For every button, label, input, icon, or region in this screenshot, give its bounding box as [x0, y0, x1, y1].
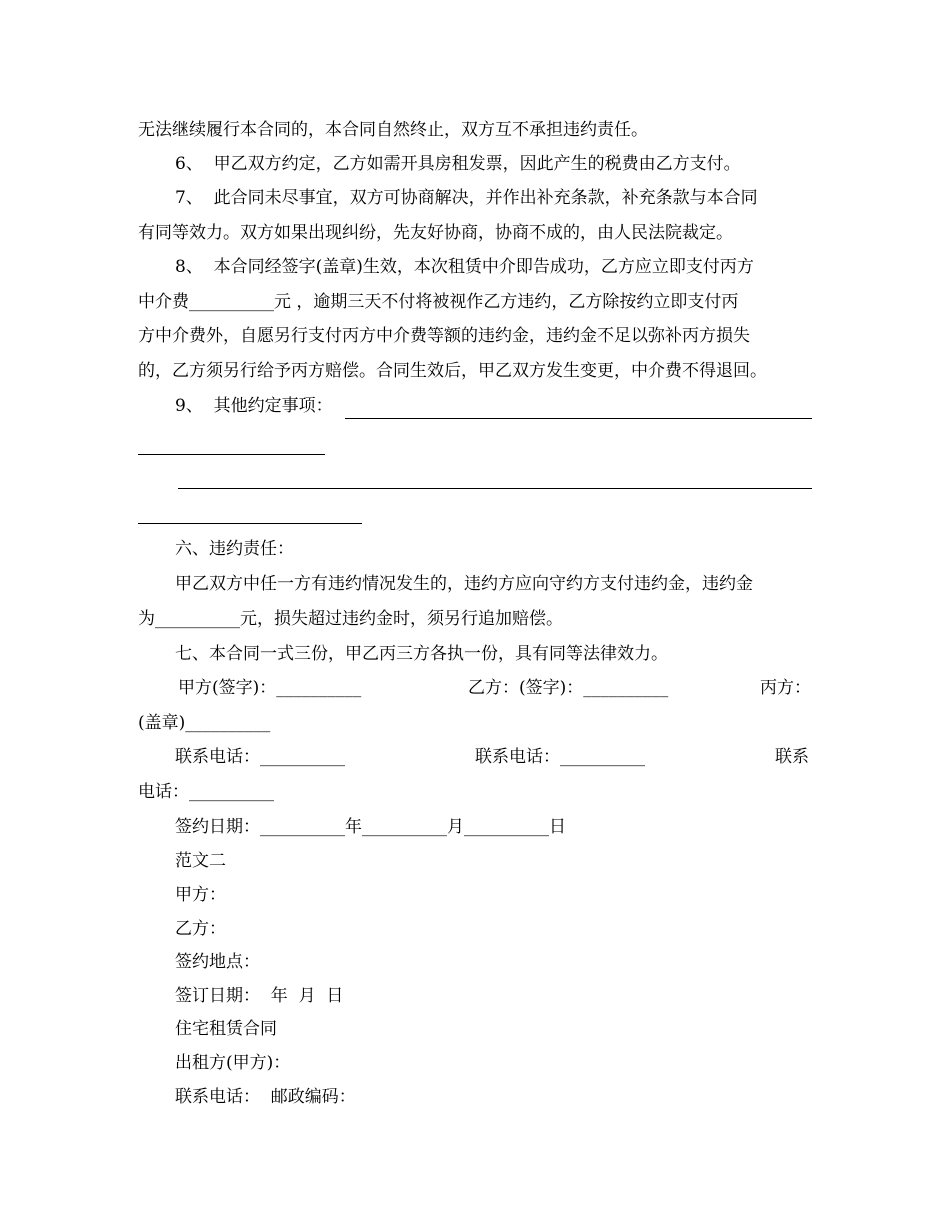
text-line: 无法继续履行本合同的，本合同自然终止，双方互不承担违约责任。 — [138, 120, 648, 140]
text-line: 联系电话： 邮政编码： — [175, 1087, 356, 1107]
phone-party-b: 联系电话：__________ — [475, 747, 645, 767]
section-heading: 七、本合同一式三份，甲乙丙三方各执一份，具有同等法律效力。 — [175, 644, 668, 664]
clause-8: 8、 本合同经签字(盖章)生效，本次租赁中介即告成功，乙方应立即支付丙方 — [175, 257, 754, 277]
text-line: (盖章)__________ — [138, 713, 271, 733]
text-line: 中介费__________元 ，逾期三天不付将被视作乙方违约，乙方除按约立即支付丙 — [138, 292, 739, 312]
text-line: 方中介费外，自愿另行支付丙方中介费等额的违约金，违约金不足以弥补丙方损失 — [138, 326, 750, 346]
blank-line — [178, 488, 812, 489]
contract-title: 住宅租赁合同 — [175, 1019, 277, 1039]
text-line: 甲乙双方中任一方有违约情况发生的，违约方应向守约方支付违约金，违约金 — [175, 574, 753, 594]
sample-two-heading: 范文二 — [175, 851, 226, 871]
text-line: 签订日期： 年 月 日 — [175, 986, 344, 1006]
clause-9: 9、 其他约定事项： — [175, 396, 333, 416]
text-line: 出租方(甲方)： — [175, 1053, 291, 1073]
clause-6: 6、 甲乙双方约定，乙方如需开具房租发票，因此产生的税费由乙方支付。 — [175, 154, 741, 174]
text-line: 有同等效力。双方如果出现纠纷，先友好协商，协商不成的，由人民法院裁定。 — [138, 223, 733, 243]
blank-line — [345, 418, 812, 419]
clause-7: 7、 此合同未尽事宜，双方可协商解决，并作出补充条款，补充条款与本合同 — [175, 188, 758, 208]
blank-line — [138, 523, 362, 524]
text-line: 电话：__________ — [138, 782, 274, 802]
section-heading: 六、违约责任： — [175, 539, 294, 559]
phone-party-c: 联系 — [775, 747, 809, 767]
text-line: 甲方： — [175, 885, 226, 905]
phone-party-a: 联系电话：__________ — [175, 747, 345, 767]
signature-party-a: 甲方(签字)：__________ — [178, 678, 362, 698]
signature-party-c: 丙方： — [760, 678, 811, 698]
text-line: 签约地点： — [175, 952, 260, 972]
sign-date: 签约日期：__________年__________月__________日 — [175, 817, 566, 837]
text-line: 的，乙方须另行给予丙方赔偿。合同生效后，甲乙双方发生变更，中介费不得退回。 — [138, 361, 767, 381]
text-line: 乙方： — [175, 919, 226, 939]
text-line: 为__________元，损失超过违约金时，须另行追加赔偿。 — [138, 609, 563, 629]
signature-party-b: 乙方：(签字)：__________ — [468, 678, 669, 698]
blank-line — [138, 454, 325, 455]
